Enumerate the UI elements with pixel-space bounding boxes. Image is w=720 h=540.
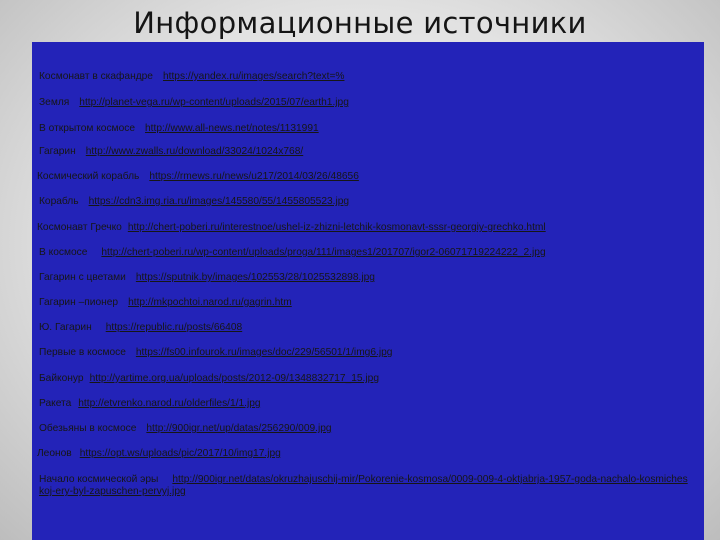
source-row bbox=[37, 222, 546, 234]
source-label: Земля bbox=[39, 97, 70, 108]
source-label: Байконур bbox=[39, 373, 84, 384]
source-label: Первые в космосе bbox=[39, 347, 126, 358]
source-label: Космонавт Гречко bbox=[37, 222, 122, 233]
source-label: Гагарин bbox=[39, 146, 76, 157]
source-row bbox=[37, 171, 359, 183]
source-label: Гагарин –пионер bbox=[39, 297, 119, 308]
source-label: Ю. Гагарин bbox=[39, 322, 92, 333]
source-label: В открытом космосе bbox=[39, 123, 135, 134]
source-link[interactable]: https://sputnik.by/images/102553/28/1025532898.jpg bbox=[135, 272, 375, 283]
source-row bbox=[39, 373, 379, 385]
source-row bbox=[37, 448, 281, 460]
source-row bbox=[39, 297, 292, 309]
source-link[interactable]: https://fs00.infourok.ru/images/doc/229/56501/1/img6.jpg bbox=[135, 347, 393, 358]
source-row bbox=[39, 423, 332, 435]
source-link[interactable]: https://cdn3.img.ria.ru/images/145580/55/1455805523.jpg bbox=[88, 196, 350, 207]
source-link[interactable]: http://planet-vega.ru/wp-content/uploads/2015/07/earth1.jpg bbox=[79, 97, 349, 108]
source-link[interactable]: https://republic.ru/posts/66408 bbox=[105, 322, 243, 333]
source-link[interactable]: http://mkpochtoi.narod.ru/gagrin.htm bbox=[128, 297, 292, 308]
source-link[interactable]: http://yartime.org.ua/uploads/posts/2012-09/1348832717_15.jpg bbox=[89, 373, 379, 384]
source-link[interactable]: https://rmews.ru/news/u217/2014/03/26/48656 bbox=[149, 171, 359, 182]
source-row bbox=[39, 474, 689, 498]
source-label: Начало космической эры bbox=[39, 474, 159, 485]
source-row bbox=[39, 146, 303, 158]
source-label: Корабль bbox=[39, 196, 79, 207]
source-label: Космический корабль bbox=[37, 171, 140, 182]
source-label: Леонов bbox=[37, 448, 72, 459]
source-link[interactable]: http://900igr.net/datas/okruzhajuschij-mir/Pokorenie-kosmosa/0009-009-4-oktjabrja-1957-goda-nachalo-kosmicheskoj-ery-byl-zapuschen-pervyj.jpg bbox=[39, 474, 688, 497]
source-link[interactable]: https://opt.ws/uploads/pic/2017/10/img17.jpg bbox=[79, 448, 281, 459]
source-row bbox=[39, 347, 392, 359]
sources-panel bbox=[32, 42, 704, 540]
source-label: В космосе bbox=[39, 247, 88, 258]
source-label: Космонавт в скафандре bbox=[39, 71, 153, 82]
source-link[interactable]: http://etvrenko.narod.ru/olderfiles/1/1.jpg bbox=[78, 398, 261, 409]
source-link[interactable]: http://www.zwalls.ru/download/33024/1024x768/ bbox=[85, 146, 304, 157]
source-link[interactable]: http://900igr.net/up/datas/256290/009.jpg bbox=[146, 423, 332, 434]
source-label: Обезьяны в космосе bbox=[39, 423, 137, 434]
source-row bbox=[39, 196, 349, 208]
source-label: Ракета bbox=[39, 398, 72, 409]
source-row bbox=[39, 123, 319, 135]
source-row bbox=[39, 272, 375, 284]
source-label: Гагарин с цветами bbox=[39, 272, 126, 283]
source-row bbox=[39, 398, 261, 410]
source-link[interactable]: http://www.all-news.net/notes/1131991 bbox=[145, 123, 319, 134]
source-link[interactable]: http://chert-poberi.ru/wp-content/uploads/proga/111/images1/201707/igor2-06071719224222_2.jpg bbox=[101, 247, 546, 258]
source-row bbox=[39, 322, 242, 334]
page-title: Информационные источники bbox=[133, 6, 587, 40]
source-link[interactable]: https://yandex.ru/images/search?text=% bbox=[162, 71, 345, 82]
source-row bbox=[39, 71, 344, 83]
source-row bbox=[39, 97, 349, 109]
source-row bbox=[39, 247, 546, 259]
source-link[interactable]: http://chert-poberi.ru/interestnoe/ushel-iz-zhizni-letchik-kosmonavt-sssr-georgiy-grechko.html bbox=[127, 222, 546, 233]
